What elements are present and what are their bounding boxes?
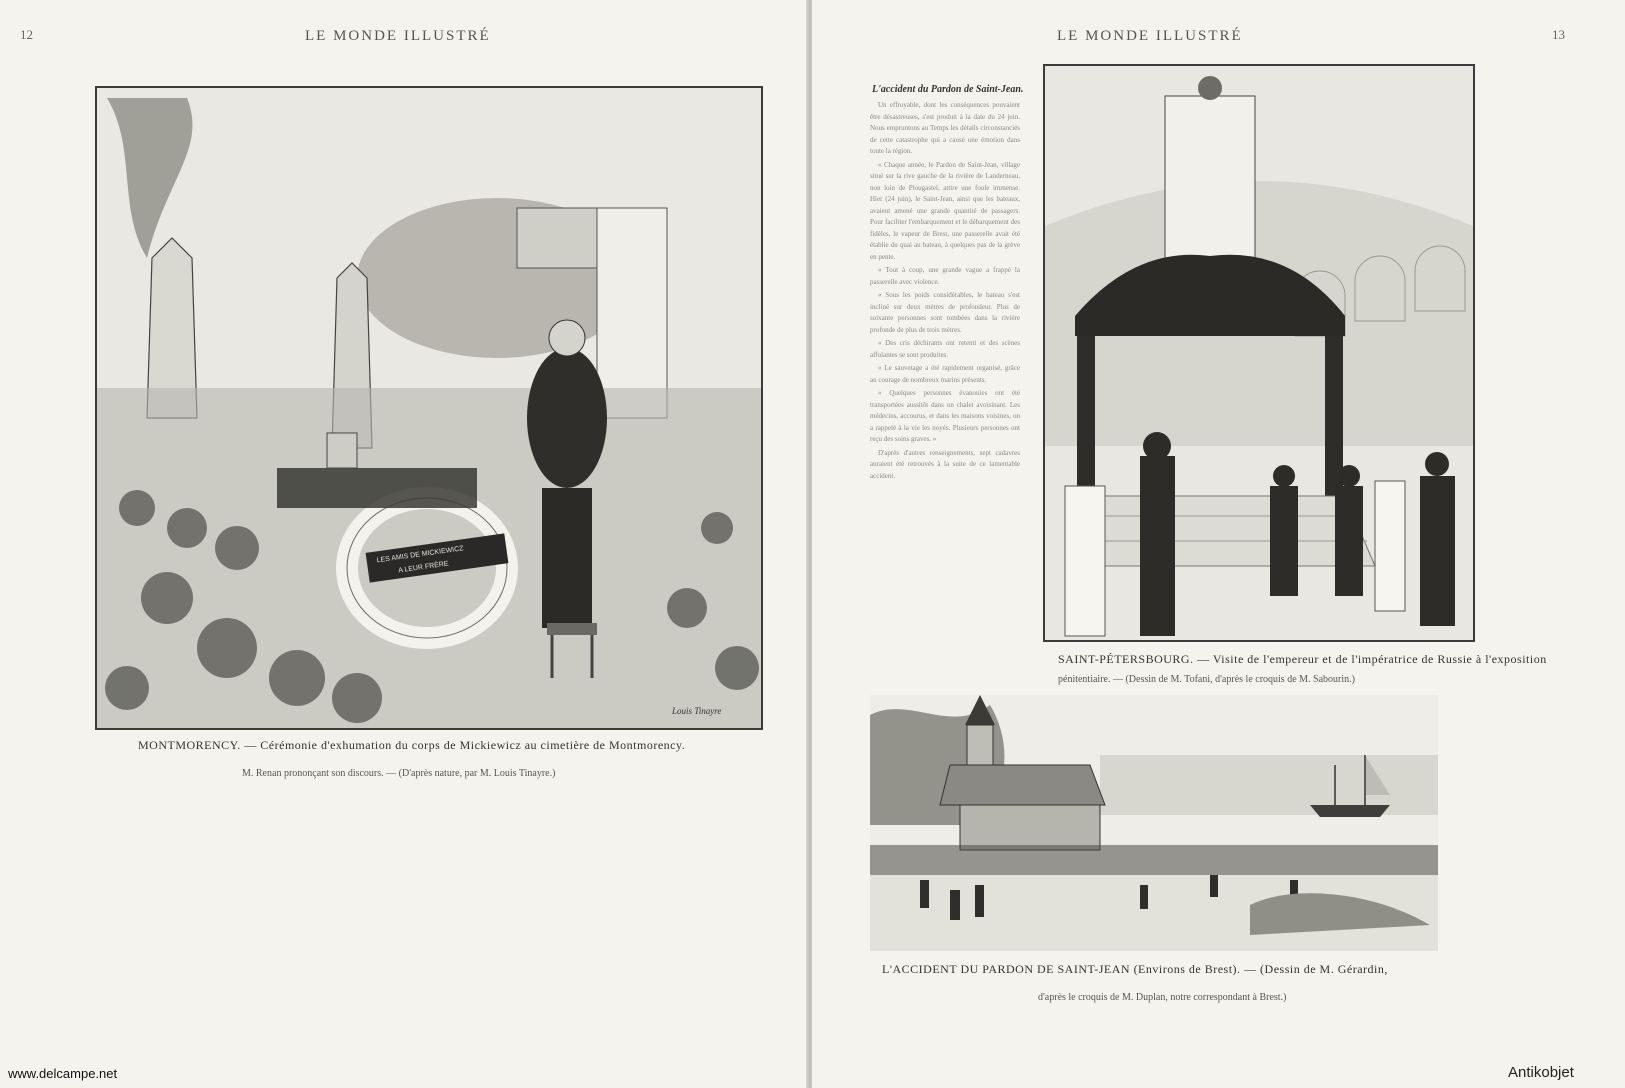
- antikobjet-watermark: Antikobjet: [1508, 1064, 1574, 1081]
- montmorency-caption-credit: M. Renan prononçant son discours. — (D'après nature, par M. Louis Tinayre.): [242, 768, 556, 779]
- article-title: L'accident du Pardon de Saint-Jean.: [872, 84, 1024, 95]
- saint-jean-caption-line2: d'après le croquis de M. Duplan, notre correspondant à Brest.): [1038, 992, 1287, 1003]
- saint-jean-illustration: [870, 695, 1438, 951]
- article-paragraph: « Le sauvetage a été rapidement organisé, grâce au courage de nombreux marins présents.: [870, 364, 1020, 384]
- right-running-head: LE MONDE ILLUSTRÉ: [1057, 28, 1243, 44]
- saint-jean-caption-title: L'ACCIDENT DU PARDON DE SAINT-JEAN (Environs de Brest). — (Dessin de M. Gérardin,: [882, 962, 1388, 976]
- article-paragraph: « Des cris déchirants ont retenti et des scènes affolantes se sont produites.: [870, 339, 1020, 359]
- montmorency-engraving: [97, 88, 761, 728]
- artist-signature: Louis Tinayre: [672, 706, 722, 716]
- saint-petersbourg-engraving: [1045, 66, 1473, 640]
- article-paragraph: D'après d'autres renseignements, sept cadavres auraient été retrouvés à la suite de ce lamentable accident.: [870, 448, 1020, 480]
- left-page-number: 12: [20, 27, 33, 42]
- delcampe-watermark: www.delcampe.net: [8, 1066, 118, 1081]
- left-page: [0, 0, 808, 1088]
- wreath-banner-line-1: LES AMIS DE MICKIEWICZ: [376, 545, 464, 565]
- article-paragraph: « Quelques personnes évanouies ont été transportées aussitôt dans un chalet avoisinant. Les médecins, accourus, et dans les maisons voisines, on a rappelé à la vie les noyés. Plusieurs personnes ont reçu des soins graves. »: [870, 389, 1020, 443]
- saint-petersbourg-illustration: [1043, 64, 1475, 642]
- article-paragraph: Un effroyable, dont les conséquences pouvaient être désastreuses, s'est produit à la date du 24 juin. Nous empruntons au Temps les détails circonstanciés de cette catastrophe qui a causé une émotion dans toute la région.: [870, 101, 1020, 155]
- saint-jean-engraving: [870, 695, 1438, 951]
- montmorency-caption-title: MONTMORENCY. — Cérémonie d'exhumation du corps de Mickiewicz au cimetière de Montmorency.: [138, 738, 686, 752]
- petersbourg-caption-line2: pénitentiaire. — (Dessin de M. Tofani, d'après le croquis de M. Sabourin.): [1058, 674, 1355, 685]
- article-body: [870, 100, 1020, 540]
- left-running-head: LE MONDE ILLUSTRÉ: [305, 28, 491, 44]
- wreath-banner-line-2: A LEUR FRÈRE: [397, 560, 450, 575]
- petersbourg-caption-title: SAINT-PÉTERSBOURG. — Visite de l'empereur et de l'impératrice de Russie à l'exposition: [1058, 652, 1547, 666]
- article-paragraph: « Sous les poids considérables, le bateau s'est incliné sur deux mètres de profondeur. Plus de soixante personnes sont tombées dans la rivière profonde de plus de trois mètres.: [870, 291, 1020, 334]
- article-paragraph: « Tout à coup, une grande vague a frappé la passerelle avec violence.: [870, 266, 1020, 286]
- article-paragraph: « Chaque année, le Pardon de Saint-Jean, village situé sur la rive gauche de la rivière de Landerneau, non loin de Plougastel, attire une foule immense. Hier (24 juin), le Saint-Jean, ainsi que les bateaux, avaient amené une grande quantité de passagers. Pour faciliter l'embarquement et le débarquement des fidèles, le vapeur de Brest, une passerelle avait été établie du quai au bateau, à quelques pas de la grève en pente.: [870, 160, 1020, 261]
- montmorency-illustration: [95, 86, 763, 730]
- right-page-number: 13: [1552, 27, 1565, 42]
